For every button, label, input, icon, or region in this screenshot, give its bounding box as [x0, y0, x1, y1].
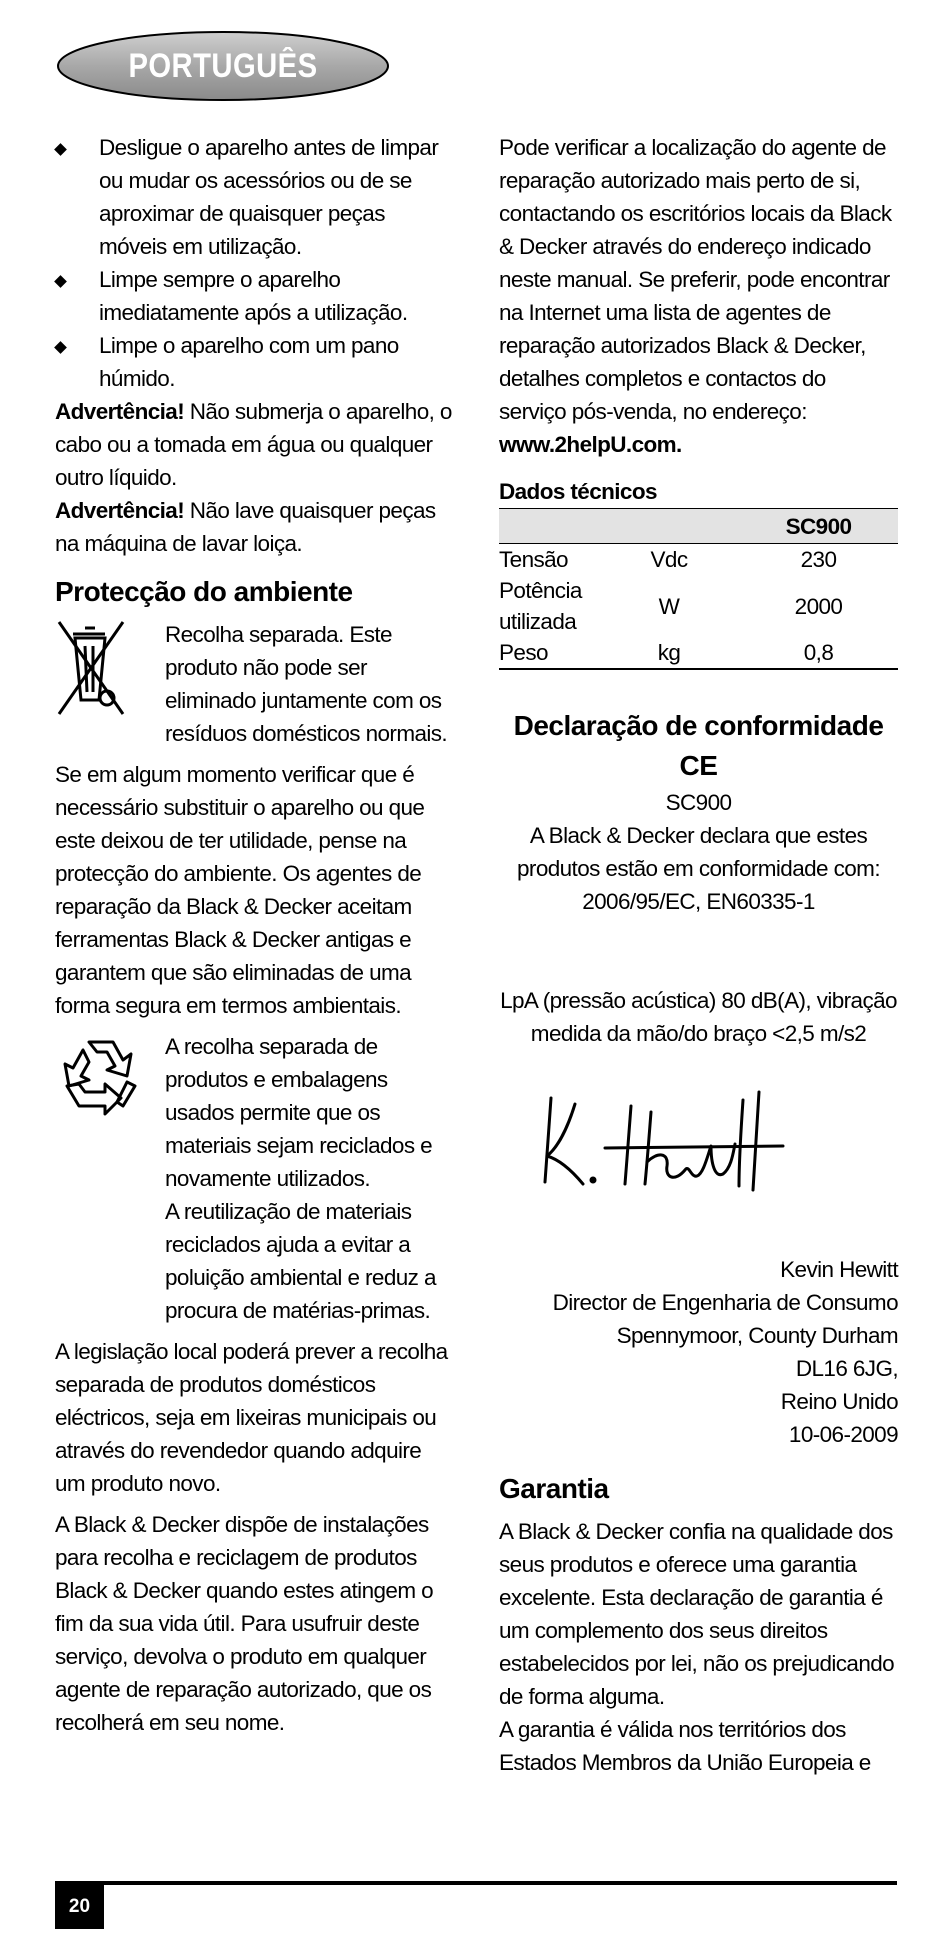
page-number: 20: [55, 1885, 104, 1929]
diamond-bullet-icon: [54, 275, 67, 288]
spec-label: Peso: [499, 637, 599, 669]
recycling-text-2: A reutilização de materiais reciclados ajuda a evitar a poluição ambiental e reduz a procura de matérias-primas.: [165, 1199, 436, 1323]
environment-paragraph-3: A Black & Decker dispõe de instalações para recolha e reciclagem de produtos Black & Decker quando estes atingem o fim da sua vida útil. Para usufruir deste serviço, devolva o produto em qualquer agente de reparação autorizado, que os recolherá em seu nome.: [55, 1512, 434, 1735]
environment-paragraph-1: Se em algum momento verificar que é necessário substituir o aparelho ou que este deixou de ter utilidade, pense na protecção do ambiente. Os agentes de reparação da Black & Decker aceitam ferramentas Black & Decker antigas e garantem que são eliminadas de uma forma segura em termos ambientais.: [55, 762, 425, 1018]
footer-rule: [55, 1881, 897, 1885]
guarantee-text-1: A Black & Decker confia na qualidade dos seus produtos e oferece uma garantia excelente. Esta declaração de garantia é um complemento dos seus direitos estabelecidos por lei, não os prejudicando de forma alguma.: [499, 1519, 895, 1709]
signature: [499, 1086, 898, 1251]
list-item: Desligue o aparelho antes de limpar ou mudar os acessórios ou de se aproximar de quaisquer peças móveis em utilização.: [55, 131, 453, 263]
spec-value: 2000: [794, 593, 843, 619]
separate-collection-block: [55, 618, 453, 750]
left-column: [55, 131, 453, 1739]
ce-declaration: [499, 706, 898, 1050]
signer-title: Director de Engenharia de Consumo: [552, 1290, 898, 1315]
spec-unit: kg: [599, 637, 739, 669]
table-row: [499, 544, 898, 576]
guarantee-text-2: A garantia é válida nos territórios dos Estados Membros da União Europeia e: [499, 1717, 871, 1775]
spec-value: 0,8: [739, 637, 898, 669]
noise-vibration-text: LpA (pressão acústica) 80 dB(A), vibração medida da mão/do braço <2,5 m/s2: [500, 988, 897, 1046]
guarantee-heading: Garantia: [499, 1473, 609, 1504]
spec-value: 230: [800, 547, 837, 572]
recycling-text-1: A recolha separada de produtos e embalagens usados permite que os materiais sejam reciclados e novamente utilizados.: [165, 1034, 433, 1191]
warning-dishwasher: Advertência! Não lave quaisquer peças na máquina de lavar loiça.: [55, 498, 436, 556]
signer-address-2: DL16 6JG,: [795, 1356, 898, 1381]
cleaning-instructions-list: [55, 131, 453, 395]
signer-name: Kevin Hewitt: [780, 1257, 898, 1282]
declaration-text: A Black & Decker declara que estes produtos estão em conformidade com:: [517, 823, 880, 881]
spec-label: Tensão: [499, 547, 568, 572]
declaration-model: SC900: [665, 790, 732, 815]
spec-unit: Vdc: [650, 547, 688, 572]
separate-collection-text: Recolha separada. Este produto não pode ser eliminado juntamente com os resíduos domésticos normais.: [165, 622, 448, 746]
list-item: Limpe o aparelho com um pano húmido.: [55, 329, 453, 395]
signer-date: 10-06-2009: [788, 1422, 898, 1447]
environment-paragraph-2: A legislação local poderá prever a recolha separada de produtos domésticos eléctricos, seja em lixeiras municipais ou através do revendedor quando adquire um produto novo.: [55, 1339, 448, 1496]
diamond-bullet-icon: [54, 341, 67, 354]
crossed-out-bin-icon: [55, 618, 127, 718]
tech-data-table: [499, 508, 898, 670]
environment-heading: Protecção do ambiente: [55, 576, 353, 607]
right-column: [499, 131, 898, 1779]
spec-unit: W: [658, 593, 680, 619]
recycling-block: [55, 1030, 453, 1327]
diamond-bullet-icon: [54, 143, 67, 156]
language-tab: [56, 30, 390, 102]
handwritten-signature: [539, 1086, 799, 1206]
language-label: PORTUGUÊS: [128, 47, 318, 85]
signer-block: [499, 1253, 898, 1451]
declaration-heading: Declaração de conformidade CE: [513, 710, 884, 781]
table-header-row: [499, 509, 898, 544]
table-row: [499, 637, 898, 669]
recycle-icon: [55, 1034, 147, 1118]
table-row: [499, 575, 898, 637]
declaration-standards: 2006/95/EC, EN60335-1: [582, 889, 815, 914]
tech-data-heading: Dados técnicos: [499, 479, 657, 504]
service-url-link[interactable]: www.2helpU.com.: [499, 432, 682, 457]
list-item: Limpe sempre o aparelho imediatamente após a utilização.: [55, 263, 453, 329]
warning-submerge: Advertência! Não submerja o aparelho, o cabo ou a tomada em água ou qualquer outro líquido.: [55, 399, 452, 490]
spec-label: Potência utilizada: [499, 578, 582, 634]
signer-address-1: Spennymoor, County Durham: [616, 1323, 898, 1348]
signer-country: Reino Unido: [780, 1389, 898, 1414]
model-column-header: SC900: [739, 509, 898, 544]
service-paragraph: Pode verificar a localização do agente de reparação autorizado mais perto de si, contactando os escritórios locais da Black & Decker através do endereço indicado neste manual. Se preferir, pode encontrar na Internet uma lista de agentes de reparação autorizados Black & Decker, detalhes completos e contactos do serviço pós-venda, no endereço: www.2helpU.com.: [499, 135, 892, 457]
